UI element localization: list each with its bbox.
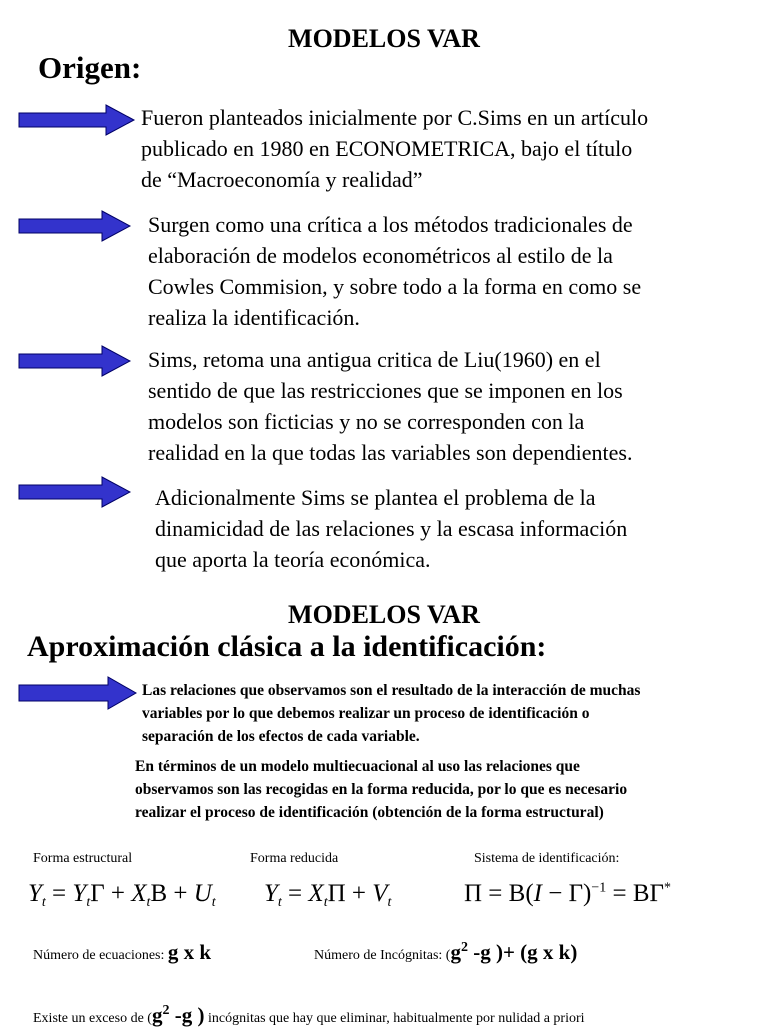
arrow-right-icon [18,210,132,242]
equations-count: Número de ecuaciones: g x k [33,940,212,964]
paragraph-multiequation: En términos de un modelo multiecuacional al uso las relaciones que observamos son las recogidas en la forma reducida, por lo que es necesario realizar el proceso de identificación (obtención de la forma estructural) [135,758,628,821]
formula-structural: $Y_t = Y_t\Gamma + X_tB + U_t$ [28,880,216,910]
bullet-origin-1: Fueron planteados inicialmente por C.Sims en un artículo publicado en 1980 en ECONOMETRICA, bajo el título de “Macroeconomía y realidad” [141,105,649,192]
origin-heading: Origen: [38,50,142,85]
formula-reduced: $Y_t = X_t\Pi + V_t$ [264,880,392,910]
label-structural-form: Forma estructural [33,851,133,866]
unknowns-count: Número de Incógnitas: ($g^2$ -g )+ (g x k) [314,940,578,964]
equations-value: g x k [167,940,212,964]
section-title-2: MODELOS VAR [288,600,480,629]
section-title-1: MODELOS VAR [288,24,480,53]
label-identification-system: Sistema de identificación: [474,851,620,866]
arrow-right-icon [18,476,132,508]
arrow-right-icon [18,676,138,710]
arrow-right-icon [18,104,136,136]
bullet-origin-4: Adicionalmente Sims se plantea el problema de la dinamicidad de las relaciones y la escasa información que aporta la teoría económica. [155,485,628,572]
label-reduced-form: Forma reducida [250,851,339,866]
arrow-right-icon [18,345,132,377]
identification-heading: Aproximación clásica a la identificación: [27,630,547,663]
excess-unknowns: Existe un exceso de ($g^2$ -g ) incógnitas que hay que eliminar, habitualmente por nulidad a priori [33,1003,585,1027]
bullet-origin-2: Surgen como una crítica a los métodos tradicionales de elaboración de modelos econométricos al estilo de la Cowles Commision, y sobre todo a la forma en como se realiza la identificación. [148,212,642,330]
bullet-origin-3: Sims, retoma una antigua critica de Liu(1960) en el sentido de que las restricciones que se imponen en los modelos son ficticias y no se corresponden con la realidad en la que todas las variables son dependientes. [148,347,633,465]
formula-identification: $\Pi = B(I - \Gamma)^{-1} = B\Gamma^*$ [464,880,672,907]
bullet-identification: Las relaciones que observamos son el resultado de la interacción de muchas variables por lo que debemos realizar un proceso de identificación o separación de los efectos de cada variable. [142,682,641,745]
